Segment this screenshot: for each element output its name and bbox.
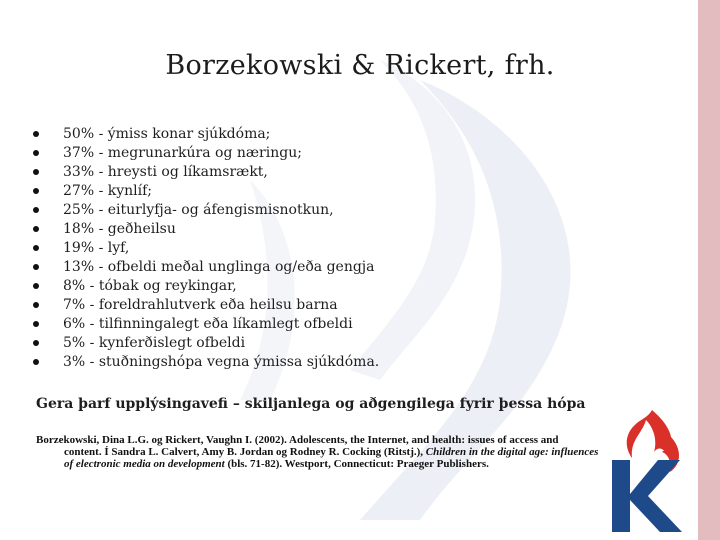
reference-book-title-1: Children in the digital age: influences [425,446,599,458]
bullet-icon [33,150,39,156]
list-item-text: 8% - tóbak og reykingar, [63,278,237,294]
bullet-list [30,125,590,372]
reference-line-2: content. Í Sandra L. Calvert, Amy B. Jordan og Rodney R. Cocking (Ritstj.), [64,446,426,458]
list-item [30,315,590,334]
reference-citation [36,434,676,470]
reference-continuation [36,446,676,470]
list-item-text: 6% - tilfinningalegt eða líkamlegt ofbeldi [63,316,353,332]
bullet-icon [33,207,39,213]
bullet-icon [33,302,39,308]
bullet-icon [33,131,39,137]
bullet-icon [33,321,39,327]
list-item-text: 25% - eiturlyfja- og áfengismisnotkun, [63,202,334,218]
list-item [30,239,590,258]
bullet-icon [33,264,39,270]
list-item [30,277,590,296]
bullet-icon [33,283,39,289]
slide-title: Borzekowski & Rickert, frh. [165,50,555,81]
list-item [30,334,590,353]
bullet-icon [33,359,39,365]
list-item [30,182,590,201]
reference-line-3: (bls. 71-82). Westport, Connecticut: Praeger Publishers. [224,458,489,470]
reference-book-title-2: of electronic media on development [64,458,225,470]
list-item [30,163,590,182]
list-item [30,144,590,163]
conclusion-note: Gera þarf upplýsingavefi – skiljanlega og aðgengilega fyrir þessa hópa [36,396,586,412]
list-item-text: 50% - ýmiss konar sjúkdóma; [63,126,271,142]
bullet-icon [33,188,39,194]
list-item-text: 5% - kynferðislegt ofbeldi [63,335,246,351]
list-item [30,296,590,315]
list-item [30,258,590,277]
list-item-text: 33% - hreysti og líkamsrækt, [63,164,268,180]
list-item [30,353,590,372]
list-item-text: 27% - kynlíf; [63,183,153,199]
bullet-icon [33,169,39,175]
list-item-text: 3% - stuðningshópa vegna ýmissa sjúkdóma. [63,354,380,370]
list-item-text: 7% - foreldrahlutverk eða heilsu barna [63,297,338,313]
reference-line-1: Borzekowski, Dina L.G. og Rickert, Vaughn I. (2002). Adolescents, the Internet, and health: issues of access and [36,434,559,446]
list-item [30,220,590,239]
bullet-icon [33,226,39,232]
list-item-text: 19% - lyf, [63,240,130,256]
right-side-stripe [698,0,720,540]
list-item [30,125,590,144]
list-item-text: 18% - geðheilsu [63,221,176,237]
bullet-icon [33,245,39,251]
list-item-text: 13% - ofbeldi meðal unglinga og/eða gengja [63,259,375,275]
bullet-icon [33,340,39,346]
university-logo-icon [608,408,690,536]
list-item [30,201,590,220]
list-item-text: 37% - megrunarkúra og næringu; [63,145,302,161]
